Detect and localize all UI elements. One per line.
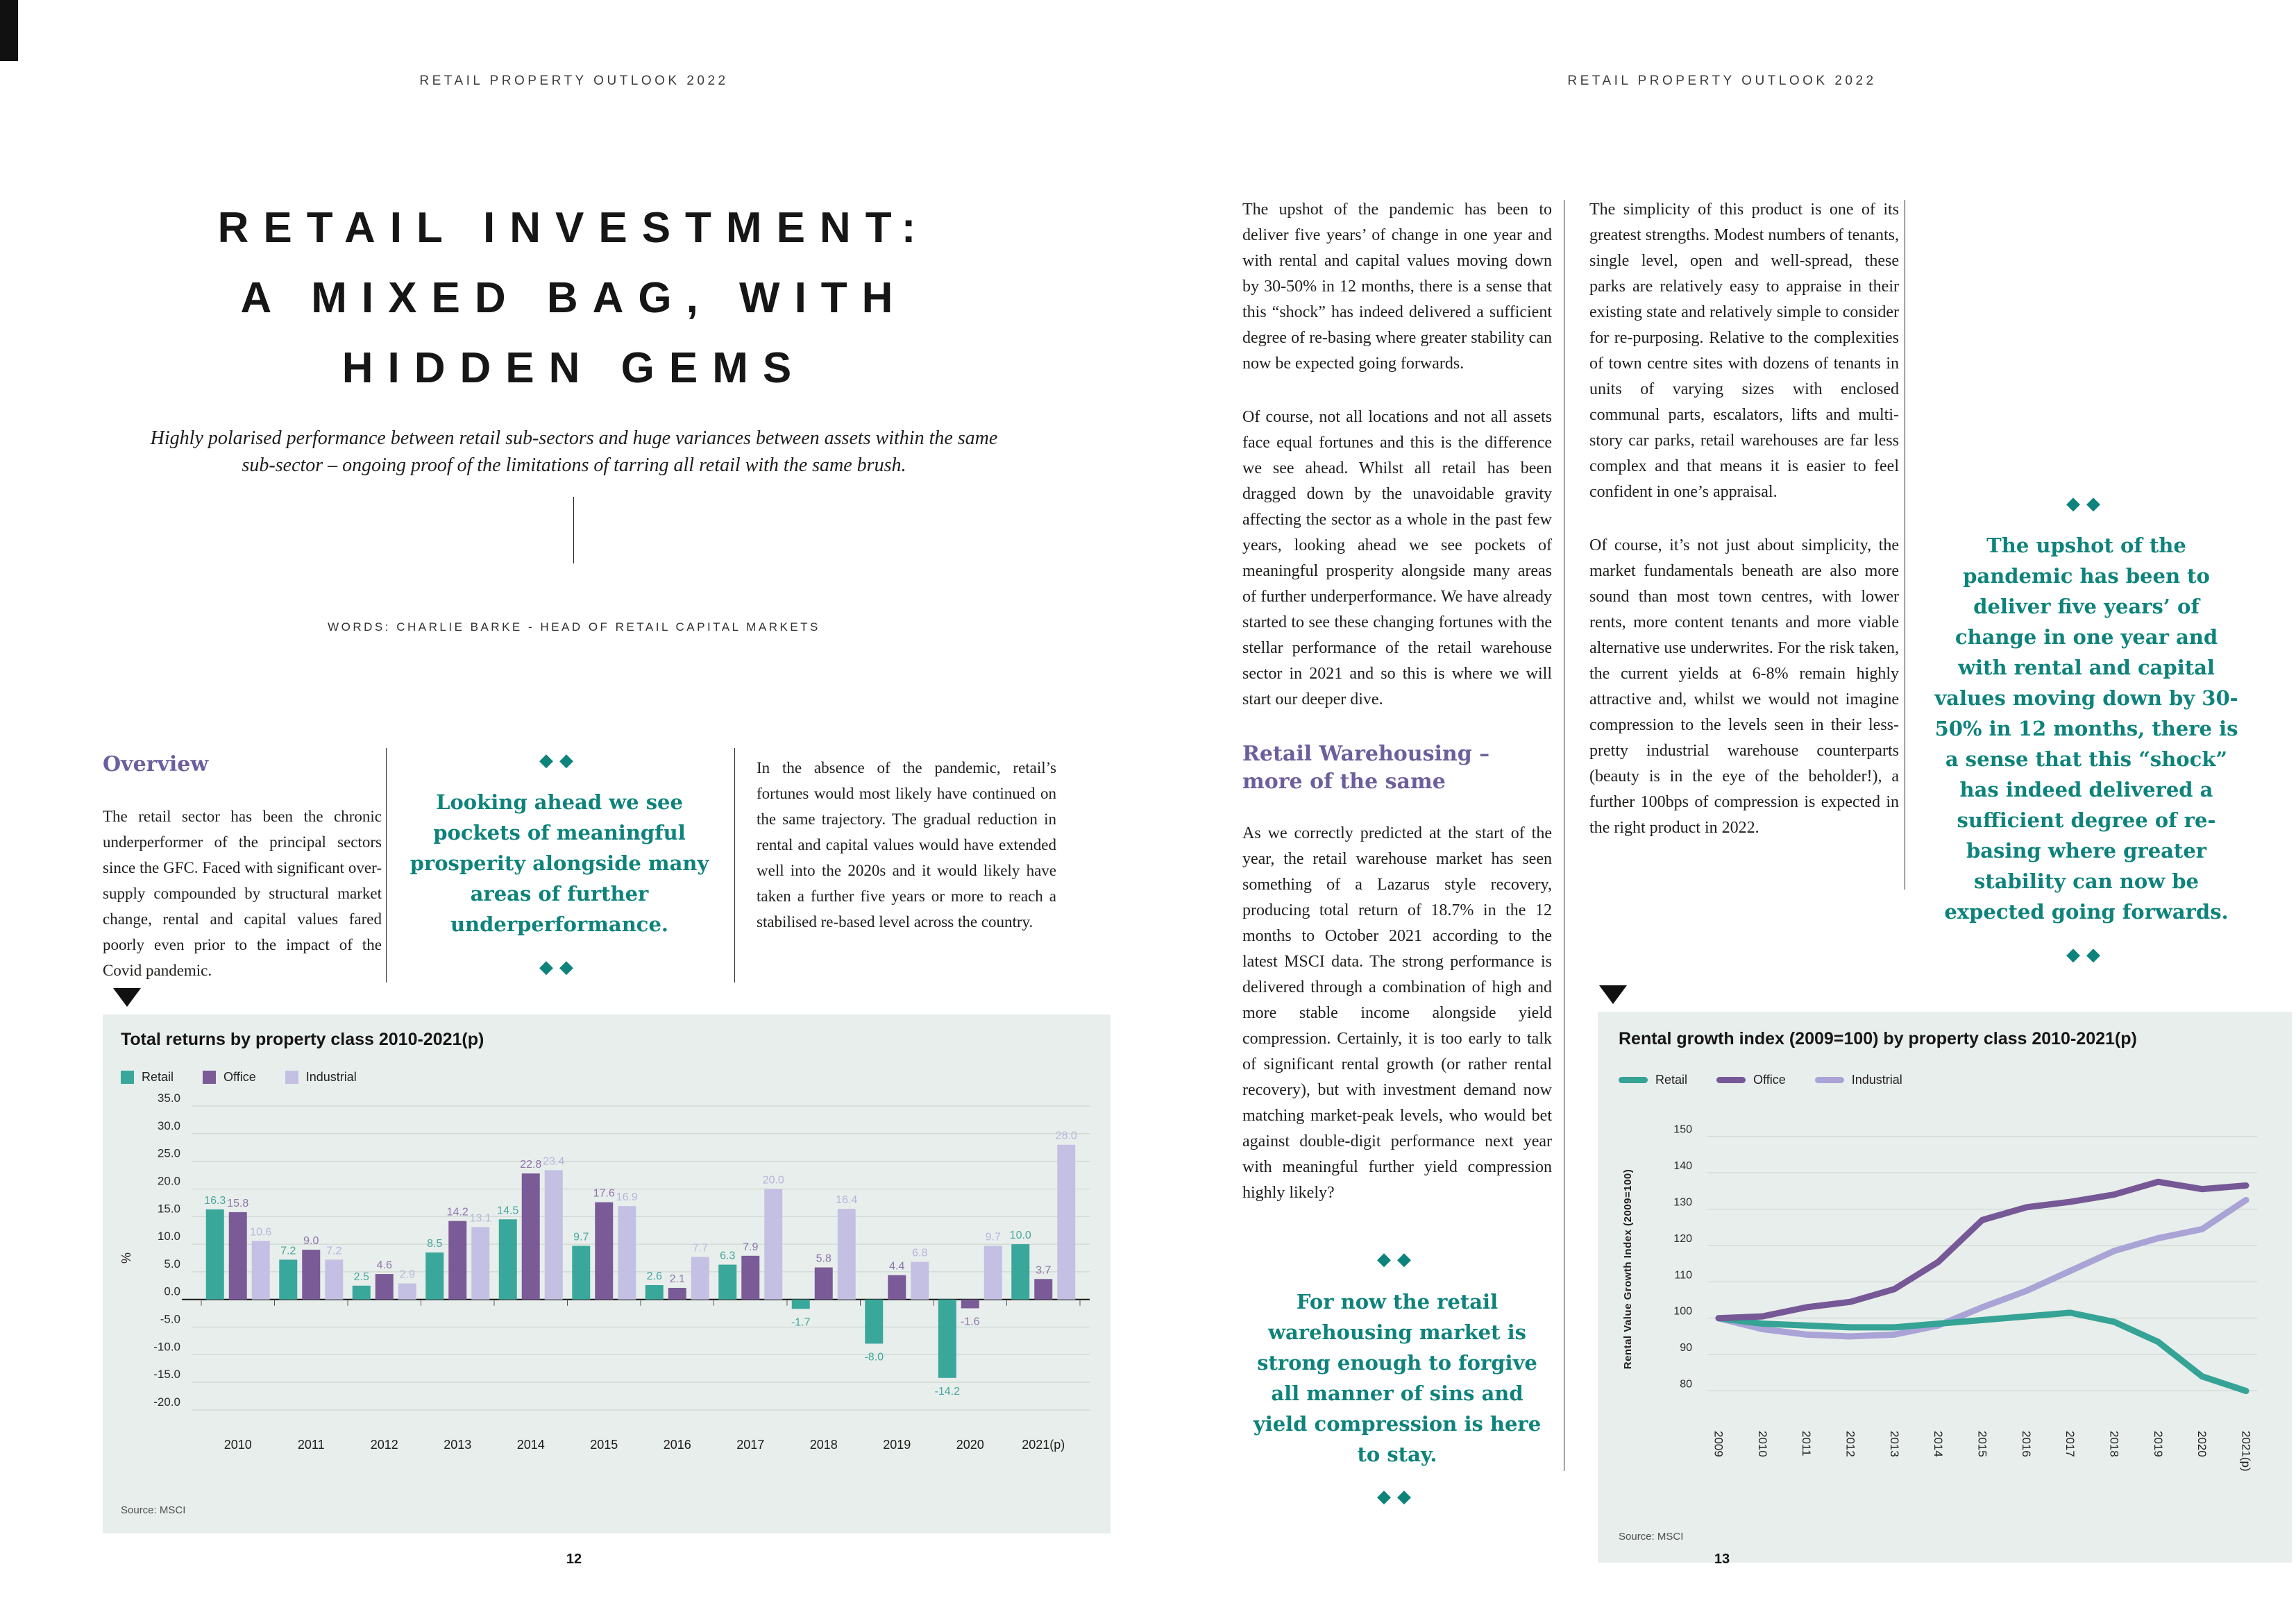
svg-text:100: 100	[1673, 1305, 1692, 1318]
svg-text:15.8: 15.8	[227, 1197, 249, 1209]
warehousing-heading: Retail Warehousing – more of the same	[1242, 742, 1490, 794]
bar-chart-legend	[121, 1070, 357, 1085]
diamonds-icon: ◆◆	[539, 749, 580, 770]
svg-text:2016: 2016	[663, 1438, 691, 1452]
svg-text:16.9: 16.9	[616, 1191, 638, 1204]
svg-text:2.9: 2.9	[399, 1268, 415, 1281]
svg-text:2012: 2012	[1843, 1431, 1857, 1457]
svg-text:2009: 2009	[1712, 1431, 1725, 1457]
legend-item-office	[203, 1070, 256, 1085]
body-paragraph: Of course, it’s not just about simplicity, the market fundamentals beneath are also more sound than most town centres, with lower rents, more content tenants and more viable alternative use underwrites. For the risk taken, the current yields at 6-8% remain highly attractive and, whilst we would not imagine compression to the levels seen in their less-pretty industrial warehouse counterparts (beauty is in the eye of the beholder!), a further 100bps of compression is expected in the right product in 2022.	[1589, 536, 1899, 837]
svg-text:2.5: 2.5	[353, 1271, 369, 1283]
bar-chart-source: Source: MSCI	[121, 1504, 186, 1516]
diamonds-icon: ◆◆	[539, 956, 580, 977]
diamonds-icon: ◆◆	[1377, 1486, 1417, 1506]
svg-text:2010: 2010	[223, 1438, 252, 1452]
svg-text:5.0: 5.0	[164, 1257, 180, 1271]
svg-text:20.0: 20.0	[157, 1174, 180, 1188]
pull-quote-text: Looking ahead we see pockets of meaningful prosperity alongside many areas of further underperformance.	[410, 790, 709, 936]
svg-text:17.6: 17.6	[593, 1187, 615, 1200]
legend-label: Retail	[142, 1070, 174, 1084]
right-column-2	[1589, 197, 1899, 869]
diamonds-icon: ◆◆	[2066, 493, 2107, 513]
svg-text:9.0: 9.0	[303, 1235, 319, 1248]
column-rule	[386, 748, 387, 983]
bar-chart-title: Total returns by property class 2010-2021(p)	[121, 1030, 484, 1049]
page-title-line: RETAIL INVESTMENT:	[217, 204, 931, 252]
svg-text:2021(p): 2021(p)	[2239, 1431, 2253, 1472]
svg-text:6.3: 6.3	[720, 1250, 736, 1262]
svg-text:10.6: 10.6	[250, 1226, 272, 1239]
legend-label: Retail	[1655, 1073, 1688, 1087]
bar-chart	[103, 1091, 1111, 1489]
standfirst: Highly polarised performance between retail sub-sectors and huge variances between assets within the same sub-sector – ongoing proof of the limitations of tarring all retail with the same brush.	[150, 427, 998, 476]
svg-text:22.8: 22.8	[520, 1159, 542, 1171]
svg-text:-1.7: -1.7	[791, 1316, 811, 1329]
page-title-line: A MIXED BAG, WITH	[240, 274, 908, 322]
svg-text:2013: 2013	[1887, 1431, 1901, 1457]
svg-text:20.0: 20.0	[762, 1174, 784, 1187]
svg-text:16.3: 16.3	[204, 1194, 226, 1207]
diamonds-icon: ◆◆	[2066, 944, 2107, 965]
svg-text:2019: 2019	[883, 1438, 911, 1452]
svg-text:110: 110	[1674, 1269, 1692, 1282]
svg-text:%: %	[119, 1252, 133, 1264]
svg-text:2012: 2012	[370, 1438, 398, 1452]
svg-text:14.2: 14.2	[446, 1206, 469, 1218]
svg-text:9.7: 9.7	[985, 1231, 1001, 1243]
body-paragraph: Of course, not all locations and not all assets face equal fortunes and this is the difference we see ahead. Whilst all retail has been dragged down by the unavoidable gravity affecting the sector as a whole in the past few years, looking ahead we see pockets of meaningful prosperity alongside many areas of further underperformance. We have already started to see these changing fortunes with the stellar performance of the retail warehouse sector in 2021 and so this is where we will start our deeper dive.	[1242, 408, 1552, 708]
right-column-1	[1242, 197, 1552, 1506]
svg-text:14.5: 14.5	[497, 1205, 519, 1217]
divider-rule	[573, 497, 574, 563]
svg-text:2010: 2010	[1755, 1431, 1769, 1457]
legend-item-office	[1716, 1073, 1786, 1087]
svg-text:30.0: 30.0	[157, 1119, 180, 1132]
column-rule	[734, 748, 735, 983]
svg-text:130: 130	[1673, 1196, 1692, 1209]
legend-swatch-icon	[121, 1071, 134, 1084]
svg-text:7.2: 7.2	[326, 1245, 342, 1257]
running-header: RETAIL PROPERTY OUTLOOK 2022	[1567, 74, 1877, 88]
svg-text:2019: 2019	[2151, 1431, 2165, 1457]
third-column	[757, 755, 1056, 962]
svg-text:2017: 2017	[2063, 1431, 2077, 1457]
svg-text:13.1: 13.1	[469, 1212, 491, 1225]
legend-swatch-icon	[203, 1071, 216, 1084]
legend-swatch-icon	[1619, 1077, 1648, 1083]
svg-text:25.0: 25.0	[157, 1146, 180, 1160]
svg-text:2018: 2018	[2107, 1431, 2121, 1457]
pull-quote-text: The upshot of the pandemic has been to deliver five years’ of change in one year and with rental and capital values moving down by 30-50% in 12 months, there is a sense that this “shock” has indeed delivered a sufficient degree of re-basing where greater stability can now be expected going forwards.	[1934, 534, 2238, 924]
byline: WORDS: CHARLIE BARKE - HEAD OF RETAIL CAPITAL MARKETS	[328, 620, 820, 634]
body-paragraph: In the absence of the pandemic, retail’s fortunes would most likely have continued on the same trajectory. The gradual reduction in rental and capital values would have extended well into the 2020s and it would likely have taken a further five years or more to reach a stabilised re-based level across the country.	[757, 759, 1056, 931]
svg-text:-8.0: -8.0	[864, 1351, 884, 1363]
overview-heading: Overview	[103, 752, 209, 776]
pull-quote-text: For now the retail warehousing market is strong enough to forgive all manner of sins and yield compression is here to stay.	[1253, 1290, 1542, 1466]
svg-text:35.0: 35.0	[157, 1091, 180, 1105]
legend-label: Industrial	[305, 1070, 357, 1084]
legend-item-retail	[121, 1070, 174, 1085]
svg-text:9.7: 9.7	[573, 1231, 589, 1243]
svg-text:2020: 2020	[2195, 1431, 2209, 1457]
svg-text:23.4: 23.4	[543, 1155, 565, 1168]
body-paragraph: The simplicity of this product is one of its greatest strengths. Modest numbers of tenants, single level, open and well-spread, these parks are relatively easy to appraise in their existing state and relatively simple to consider for re-purposing. Relative to the complexities of town centre sites with dozens of tenants in units of varying sizes with enclosed communal parts, escalators, lifts and multi-story car parks, retail warehouses are far less complex and that means it is easier to feel confident in one’s appraisal.	[1589, 201, 1899, 501]
svg-text:140: 140	[1673, 1160, 1692, 1173]
svg-text:2013: 2013	[444, 1438, 472, 1452]
pull-quote-block	[396, 751, 723, 976]
svg-text:16.4: 16.4	[836, 1194, 858, 1207]
svg-text:2014: 2014	[516, 1438, 545, 1452]
svg-text:2014: 2014	[1932, 1431, 1945, 1457]
svg-text:3.7: 3.7	[1036, 1264, 1052, 1277]
page-13	[1148, 0, 2296, 1623]
pull-quote-block	[1242, 1250, 1552, 1506]
svg-text:150: 150	[1673, 1123, 1692, 1136]
legend-item-industrial	[1815, 1073, 1902, 1087]
svg-text:8.5: 8.5	[427, 1238, 443, 1250]
crop-mark	[0, 0, 18, 61]
body-paragraph: As we correctly predicted at the start of the year, the retail warehouse market has seen something of a Lazarus style recovery, producing total return of 18.7% in the 12 months to October 2021 according to the latest MSCI data. The strong performance is delivered through a combination of high and more stable income alongside yield compression. Certainly, it is too early to talk of significant rental growth (or rather rental recovery), but with investment demand now matching market-peak levels, who would bet against double-digit performance next year with meaningful further yield compression highly likely?	[1242, 824, 1552, 1202]
svg-text:5.8: 5.8	[816, 1252, 832, 1265]
svg-text:-5.0: -5.0	[160, 1312, 180, 1326]
svg-text:2016: 2016	[2019, 1431, 2033, 1457]
legend-label: Office	[1753, 1073, 1786, 1087]
svg-text:15.0: 15.0	[157, 1202, 180, 1216]
body-paragraph: The upshot of the pandemic has been to deliver five years’ of change in one year and with rental and capital values moving down by 30-50% in 12 months, there is a sense that this “shock” has indeed delivered a sufficient degree of re-basing where greater stability can now be expected going forwards.	[1242, 201, 1552, 373]
legend-label: Office	[223, 1070, 256, 1084]
svg-text:-1.6: -1.6	[960, 1316, 980, 1328]
line-chart	[1598, 1101, 2292, 1507]
svg-text:2018: 2018	[809, 1438, 838, 1452]
legend-label: Industrial	[1851, 1073, 1902, 1087]
svg-text:28.0: 28.0	[1055, 1130, 1077, 1142]
svg-text:-20.0: -20.0	[153, 1395, 180, 1409]
line-chart-panel	[1598, 1012, 2292, 1563]
chart-marker-triangle-icon	[113, 988, 141, 1007]
svg-text:80: 80	[1680, 1378, 1692, 1391]
page-title-line: HIDDEN GEMS	[341, 344, 807, 392]
pull-quote-block	[1930, 494, 2243, 963]
svg-text:10.0: 10.0	[157, 1230, 180, 1243]
svg-text:7.7: 7.7	[692, 1242, 708, 1255]
diamonds-icon: ◆◆	[1377, 1249, 1417, 1269]
bar-chart-panel	[103, 1014, 1111, 1533]
overview-paragraph: The retail sector has been the chronic underperformer of the principal sectors since the GFC. Faced with significant over-supply compounded by structural market change, rental and capital values fared poorly even prior to the impact of the Covid pandemic.	[103, 808, 382, 979]
legend-swatch-icon	[285, 1071, 298, 1084]
page-title	[0, 193, 1148, 403]
svg-text:10.0: 10.0	[1009, 1230, 1031, 1242]
svg-text:6.8: 6.8	[912, 1247, 928, 1259]
legend-swatch-icon	[1716, 1077, 1746, 1083]
running-header: RETAIL PROPERTY OUTLOOK 2022	[419, 74, 729, 88]
overview-column	[103, 751, 382, 1011]
svg-text:-10.0: -10.0	[153, 1340, 180, 1354]
page-number: 12	[566, 1552, 582, 1567]
svg-text:0.0: 0.0	[164, 1284, 180, 1298]
svg-text:Rental Value Growth Index (200: Rental Value Growth Index (2009=100)	[1622, 1169, 1634, 1370]
svg-text:-14.2: -14.2	[934, 1385, 960, 1397]
svg-text:2017: 2017	[736, 1438, 765, 1452]
svg-text:2011: 2011	[1800, 1431, 1814, 1456]
svg-text:-15.0: -15.0	[153, 1368, 180, 1382]
svg-text:2015: 2015	[1975, 1431, 1989, 1457]
svg-text:2015: 2015	[590, 1438, 618, 1452]
legend-item-retail	[1619, 1073, 1687, 1087]
svg-text:7.2: 7.2	[280, 1245, 296, 1257]
svg-text:4.6: 4.6	[376, 1259, 392, 1272]
chart-marker-triangle-icon	[1599, 985, 1627, 1004]
svg-text:2.6: 2.6	[646, 1271, 662, 1283]
svg-text:7.9: 7.9	[743, 1241, 759, 1253]
page-number: 13	[1714, 1552, 1730, 1567]
svg-text:4.4: 4.4	[889, 1260, 905, 1273]
legend-item-industrial	[285, 1070, 357, 1085]
svg-text:2011: 2011	[297, 1438, 325, 1452]
line-chart-title: Rental growth index (2009=100) by property class 2010-2021(p)	[1619, 1029, 2137, 1048]
svg-text:2020: 2020	[956, 1438, 984, 1452]
svg-text:2021(p): 2021(p)	[1022, 1438, 1065, 1452]
line-chart-legend	[1619, 1073, 1902, 1087]
svg-text:120: 120	[1673, 1232, 1692, 1245]
svg-text:90: 90	[1680, 1342, 1692, 1354]
legend-swatch-icon	[1815, 1077, 1844, 1083]
svg-text:2.1: 2.1	[669, 1273, 685, 1286]
line-chart-source: Source: MSCI	[1619, 1531, 1684, 1543]
